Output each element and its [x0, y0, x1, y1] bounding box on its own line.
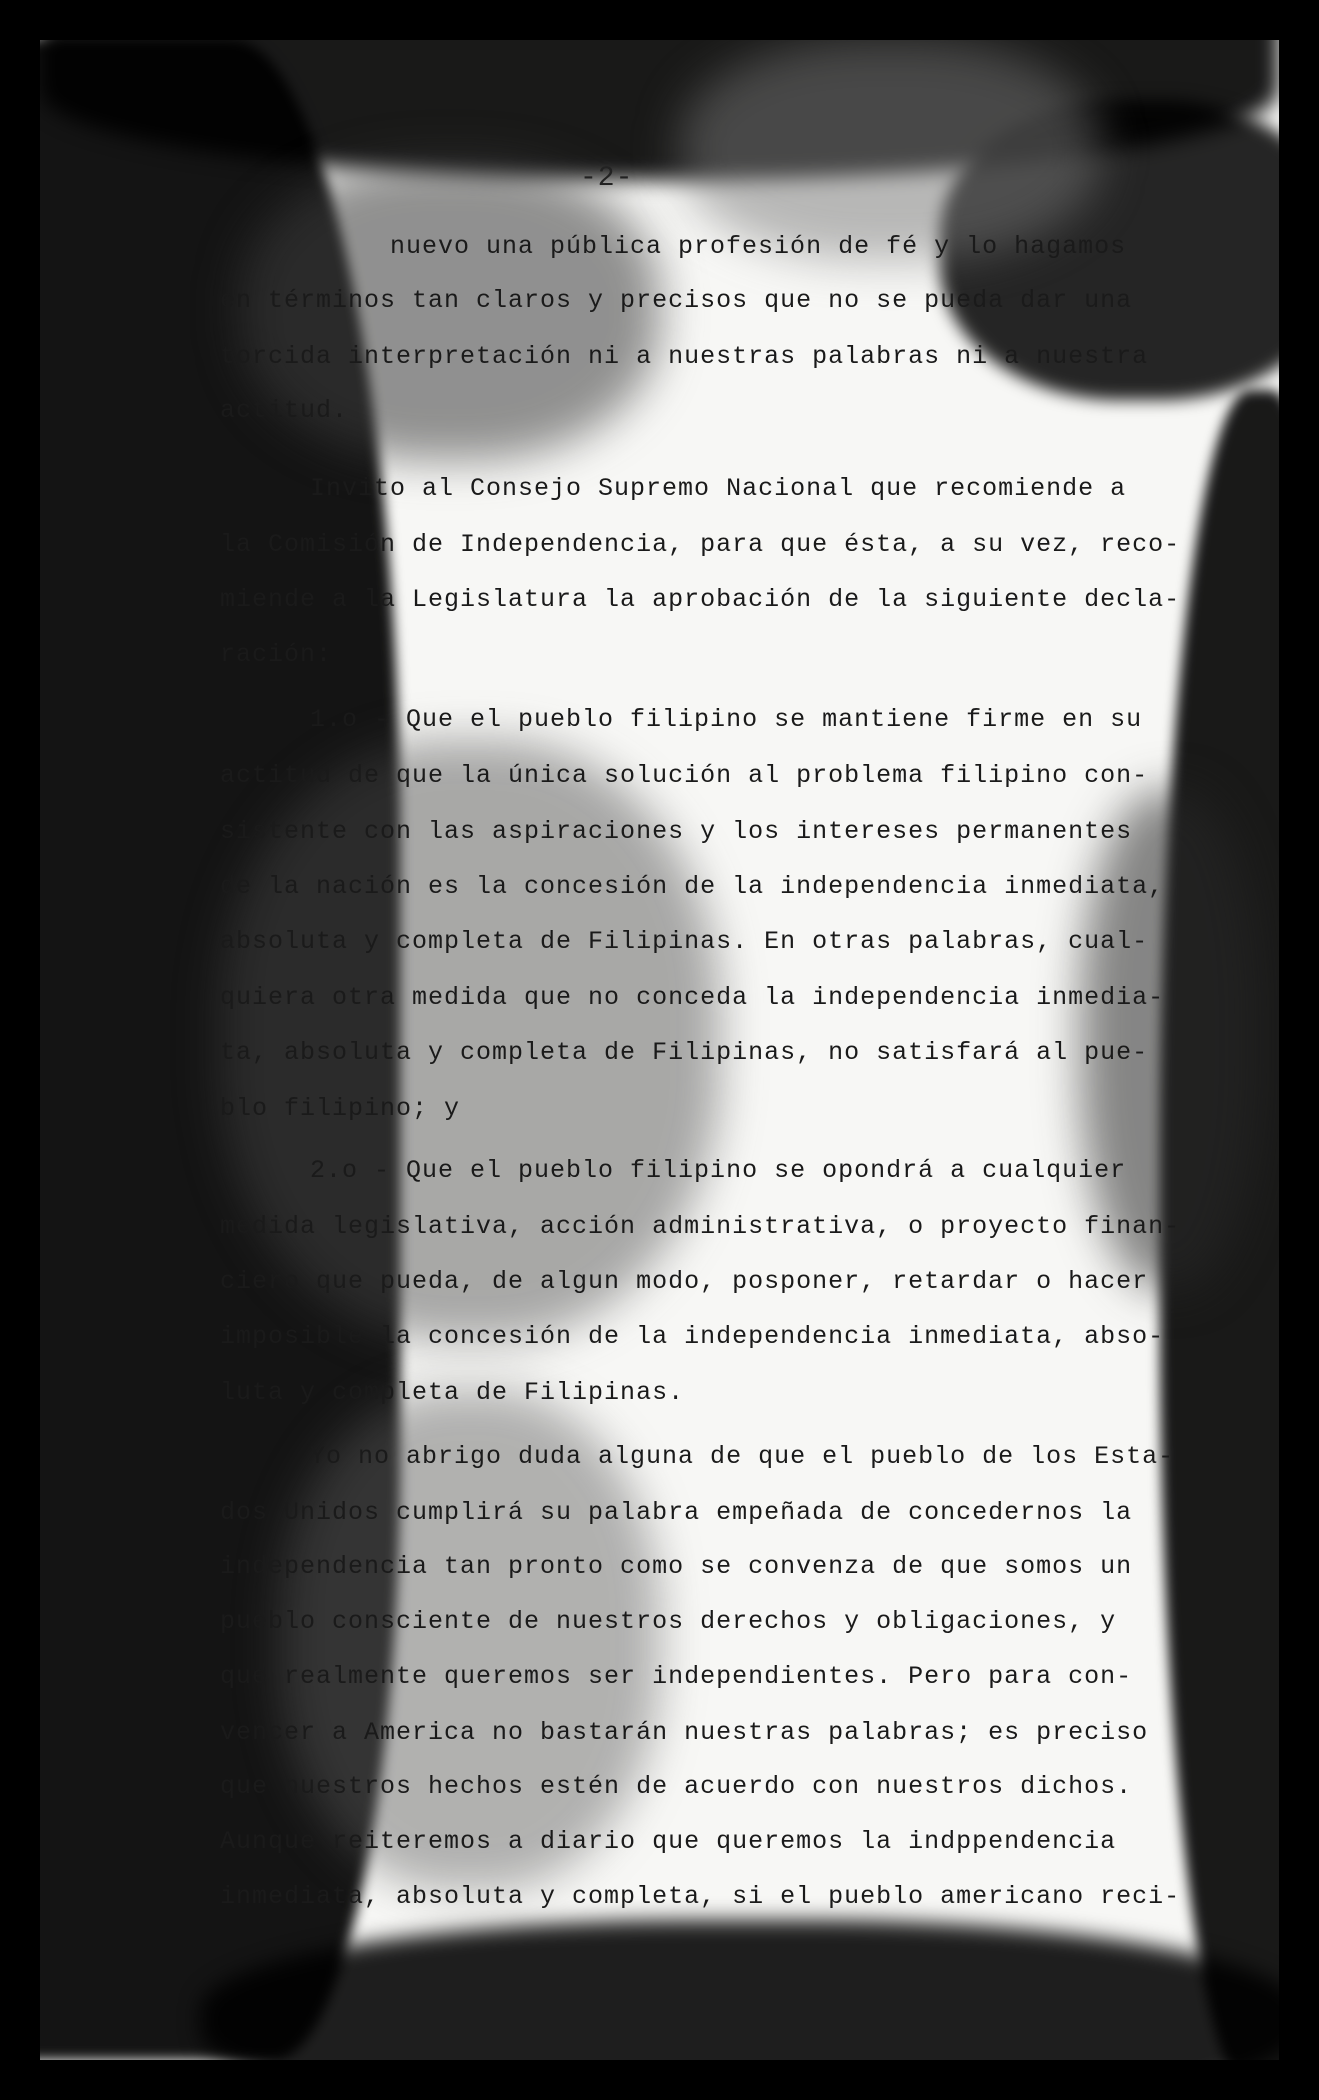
text-line: nuevo una pública profesión de fé y lo hagamos — [390, 232, 1127, 261]
text-line: vencer a America no bastarán nuestras palabras; es preciso — [220, 1718, 1149, 1747]
text-line: pueblo consciente de nuestros derechos y obligaciones, y — [220, 1607, 1117, 1636]
text-line: inmediata, absoluta y completa, si el pueblo americano reci- — [220, 1882, 1181, 1911]
text-line: luta y completa de Filipinas. — [220, 1378, 685, 1407]
damage-stain — [200, 1920, 1279, 2060]
text-line: que realmente queremos ser independientes. Pero para con- — [220, 1662, 1133, 1691]
damage-stain — [680, 40, 1100, 260]
text-line: torcida interpretación ni a nuestras palabras ni a nuestra — [220, 342, 1149, 371]
text-line: quiera otra medida que no conceda la independencia inmedia- — [220, 983, 1165, 1012]
text-line: actitud. — [220, 396, 349, 425]
text-line: de la nación es la concesión de la independencia inmediata, — [220, 872, 1165, 901]
text-line: independencia tan pronto como se convenza de que somos un — [220, 1552, 1133, 1581]
text-line: ta, absoluta y completa de Filipinas, no satisfará al pue- — [220, 1038, 1149, 1067]
text-line: la Comisión de Independencia, para que ésta, a su vez, reco- — [220, 530, 1181, 559]
text-line: 1.o - Que el pueblo filipino se mantiene firme en su — [310, 705, 1143, 734]
text-line: Invito al Consejo Supremo Nacional que recomiende a — [310, 474, 1127, 503]
text-line: que nuestros hechos estén de acuerdo con nuestros dichos. — [220, 1772, 1133, 1801]
text-line: blo filipino; y — [220, 1094, 461, 1123]
text-line: medida legislativa, acción administrativa, o proyecto finan- — [220, 1212, 1181, 1241]
text-line: actitud de que la única solución al problema filipino con- — [220, 761, 1149, 790]
text-line: ración: — [220, 640, 333, 669]
text-line: 2.o - Que el pueblo filipino se opondrá a cualquier — [310, 1156, 1127, 1185]
text-line: sistente con las aspiraciones y los intereses permanentes — [220, 817, 1133, 846]
page-number: -2- — [580, 163, 634, 194]
text-line: imposible la concesión de la independencia inmediata, abso- — [220, 1322, 1165, 1351]
text-line: en términos tan claros y precisos que no se pueda dar una — [220, 286, 1133, 315]
text-line: absoluta y completa de Filipinas. En otras palabras, cual- — [220, 927, 1149, 956]
text-line: Aunque reiteremos a diario que queremos la indppendencia — [220, 1827, 1117, 1856]
text-line: ciero que pueda, de algun modo, posponer, retardar o hacer — [220, 1267, 1149, 1296]
text-line: miende a la Legislatura la aprobación de la siguiente decla- — [220, 585, 1181, 614]
text-line: Yo no abrigo duda alguna de que el pueblo de los Esta- — [310, 1442, 1175, 1471]
text-line: dos Unidos cumplirá su palabra empeñada de concedernos la — [220, 1498, 1133, 1527]
